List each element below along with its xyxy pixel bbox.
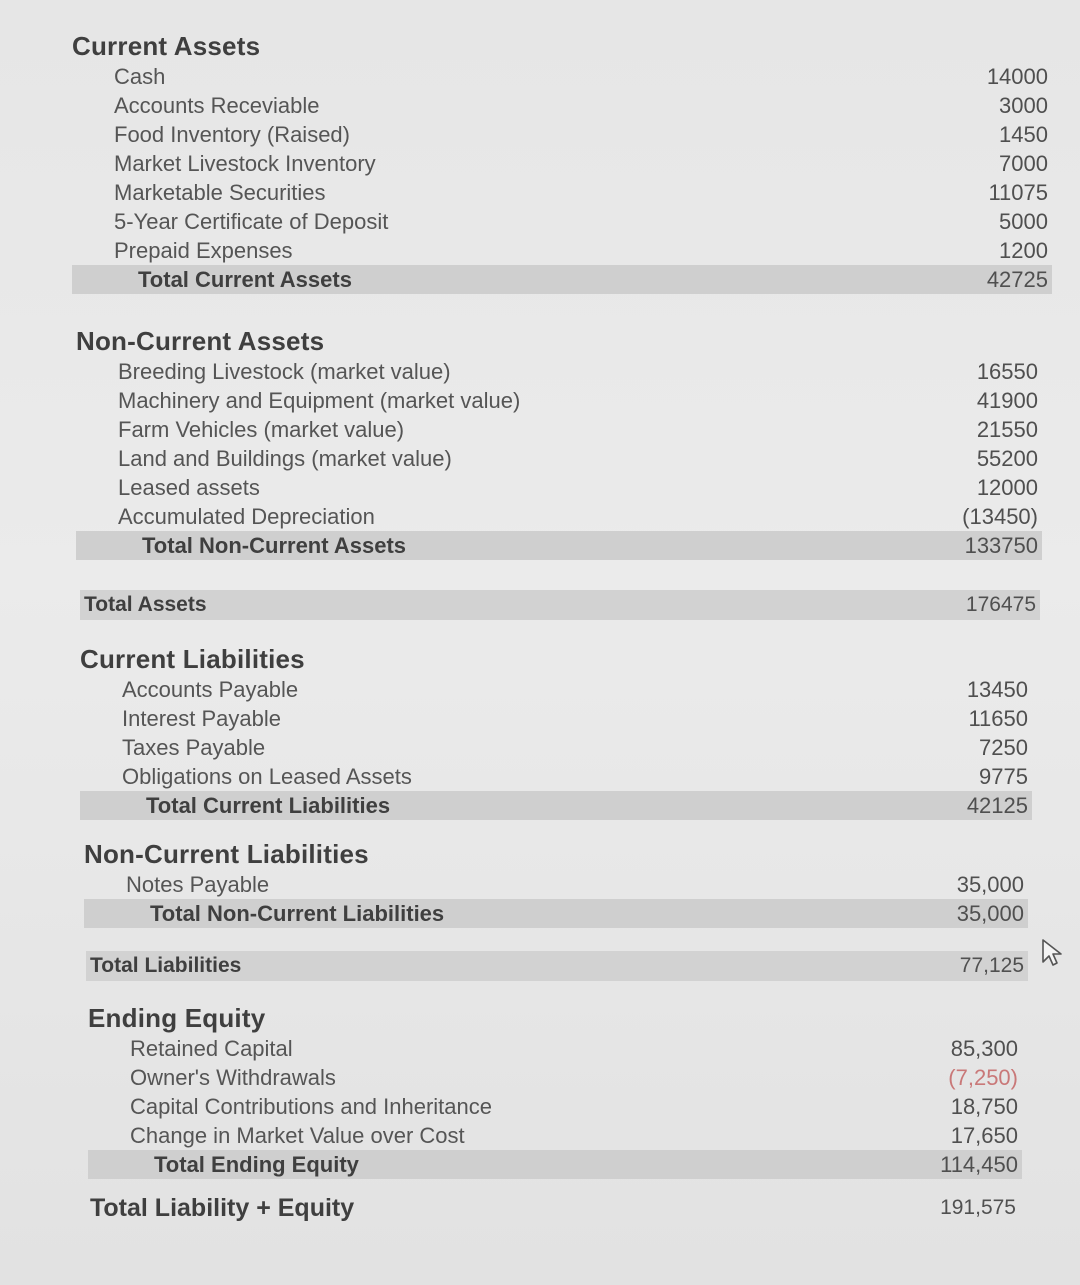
item-label: Accumulated Depreciation xyxy=(118,503,375,529)
item-label: Retained Capital xyxy=(130,1035,293,1061)
item-value: 5000 xyxy=(999,208,1048,234)
total-liabilities-row xyxy=(86,951,1028,981)
item-value: 21550 xyxy=(976,416,1038,442)
item-label: Land and Buildings (market value) xyxy=(118,445,452,471)
item-label: Accounts Payable xyxy=(122,676,299,702)
total-label: Total Current Assets xyxy=(138,266,352,292)
list-item xyxy=(72,207,1052,236)
list-item xyxy=(76,386,1042,415)
non-current-assets-section xyxy=(76,325,1042,560)
total-row xyxy=(76,531,1042,560)
list-item xyxy=(76,415,1042,444)
item-label: Owner's Withdrawals xyxy=(130,1064,336,1090)
list-item xyxy=(88,1092,1022,1121)
current-liabilities-section xyxy=(80,643,1032,820)
total-liability-equity-label: Total Liability + Equity xyxy=(90,1193,355,1222)
ending-equity-rows xyxy=(88,1034,1022,1179)
item-value: 85,300 xyxy=(950,1035,1018,1061)
list-item xyxy=(84,870,1028,899)
total-label: Total Ending Equity xyxy=(154,1151,359,1177)
list-item xyxy=(88,1121,1022,1150)
list-item xyxy=(76,357,1042,386)
item-value: 16550 xyxy=(976,358,1038,384)
list-item xyxy=(76,473,1042,502)
item-value: 55200 xyxy=(976,445,1038,471)
item-value: 1200 xyxy=(999,237,1048,263)
total-assets-row xyxy=(80,590,1040,620)
total-value: 35,000 xyxy=(956,900,1024,926)
item-value: 7250 xyxy=(979,734,1028,760)
total-liability-equity-row xyxy=(90,1190,1020,1226)
item-value: 14000 xyxy=(986,63,1048,89)
item-value: 12000 xyxy=(976,474,1038,500)
item-label: Leased assets xyxy=(118,474,260,500)
section-title: Non-Current Assets xyxy=(76,326,325,356)
item-value: 11075 xyxy=(988,179,1048,205)
total-liabilities-label: Total Liabilities xyxy=(90,954,242,977)
total-row xyxy=(72,265,1052,294)
list-item xyxy=(80,675,1032,704)
item-label: Interest Payable xyxy=(122,705,281,731)
item-label: Market Livestock Inventory xyxy=(114,150,376,176)
total-label: Total Non-Current Liabilities xyxy=(150,900,445,926)
list-item xyxy=(72,178,1052,207)
item-value: 35,000 xyxy=(956,871,1024,897)
item-value: 1450 xyxy=(999,121,1048,147)
item-label: Taxes Payable xyxy=(122,734,266,760)
list-item xyxy=(72,236,1052,265)
list-item xyxy=(88,1034,1022,1063)
list-item xyxy=(72,62,1052,91)
list-item xyxy=(72,120,1052,149)
item-label: Notes Payable xyxy=(126,871,270,897)
list-item xyxy=(76,444,1042,473)
item-label: Capital Contributions and Inheritance xyxy=(130,1093,493,1119)
list-item xyxy=(80,762,1032,791)
item-value: 41900 xyxy=(976,387,1038,413)
non-current-liabilities-rows xyxy=(84,870,1028,928)
non-current-liabilities-section xyxy=(84,838,1028,928)
item-value: 17,650 xyxy=(950,1122,1018,1148)
total-liability-equity-value: 191,575 xyxy=(940,1196,1016,1219)
item-label: 5-Year Certificate of Deposit xyxy=(114,208,389,234)
ending-equity-section xyxy=(88,1002,1022,1179)
non-current-assets-rows xyxy=(76,357,1042,560)
total-assets-label: Total Assets xyxy=(84,593,207,616)
total-row xyxy=(84,899,1028,928)
total-value: 42725 xyxy=(986,266,1048,292)
total-label: Total Non-Current Assets xyxy=(142,532,407,558)
list-item xyxy=(72,91,1052,120)
item-value: 9775 xyxy=(979,763,1028,789)
total-value: 114,450 xyxy=(940,1151,1018,1177)
total-value: 42125 xyxy=(966,792,1028,818)
total-row xyxy=(80,791,1032,820)
item-label: Farm Vehicles (market value) xyxy=(118,416,405,442)
item-label: Accounts Receviable xyxy=(114,92,320,118)
list-item xyxy=(88,1063,1022,1092)
item-label: Marketable Securities xyxy=(114,179,326,205)
item-label: Prepaid Expenses xyxy=(114,237,293,263)
mouse-pointer-icon xyxy=(1040,938,1066,968)
item-label: Obligations on Leased Assets xyxy=(122,763,412,789)
list-item xyxy=(80,733,1032,762)
current-assets-section xyxy=(72,30,1052,294)
total-label: Total Current Liabilities xyxy=(146,792,391,818)
item-label: Change in Market Value over Cost xyxy=(130,1122,465,1148)
section-title: Current Assets xyxy=(72,31,261,61)
item-value: 3000 xyxy=(999,92,1048,118)
item-value: (13450) xyxy=(962,503,1038,529)
total-liabilities-value: 77,125 xyxy=(959,954,1024,977)
section-title: Current Liabilities xyxy=(80,644,305,674)
item-label: Food Inventory (Raised) xyxy=(114,121,350,147)
list-item xyxy=(76,502,1042,531)
section-title: Non-Current Liabilities xyxy=(84,839,369,869)
item-value: 7000 xyxy=(999,150,1048,176)
total-assets-value: 176475 xyxy=(965,593,1036,616)
list-item xyxy=(72,149,1052,178)
total-value: 133750 xyxy=(964,532,1038,558)
section-title: Ending Equity xyxy=(88,1003,266,1033)
item-label: Machinery and Equipment (market value) xyxy=(118,387,521,413)
item-value: 13450 xyxy=(966,676,1028,702)
item-value: 18,750 xyxy=(950,1093,1018,1119)
item-value: 11650 xyxy=(968,705,1028,731)
total-row xyxy=(88,1150,1022,1179)
current-liabilities-rows xyxy=(80,675,1032,820)
current-assets-rows xyxy=(72,62,1052,294)
item-label: Cash xyxy=(114,63,166,89)
list-item xyxy=(80,704,1032,733)
item-value: (7,250) xyxy=(948,1064,1018,1090)
item-label: Breeding Livestock (market value) xyxy=(118,358,451,384)
